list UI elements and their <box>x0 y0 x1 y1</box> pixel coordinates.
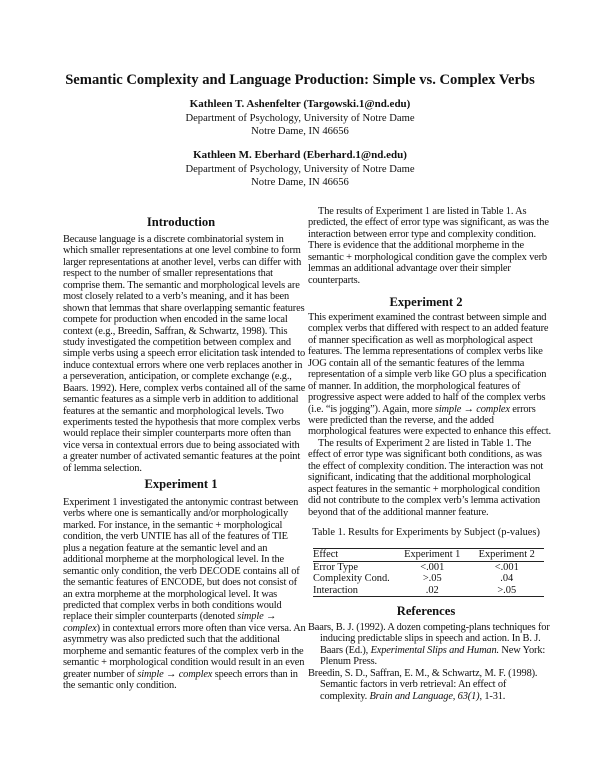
text-line: interaction between error type and complexity condition. <box>308 228 536 240</box>
author-affiliation: Department of Psychology, University of Notre Dame <box>185 112 415 124</box>
table-row <box>313 585 544 597</box>
table-cell: >.05 <box>422 573 442 584</box>
heading-experiment-2: Experiment 2 <box>389 295 463 309</box>
reference-line: Breedin, S. D., Saffran, E. M., & Schwartz, M. F. (1998). <box>308 667 538 679</box>
text-line: semantic features as a simple verb in addition to additional <box>63 394 299 406</box>
text-line: progressive aspect were added to half of the complex verbs <box>308 392 546 404</box>
text-line: marked. For instance, in the semantic + morphological <box>63 519 283 531</box>
text-line: were predicted than the reverse, and the added <box>308 414 494 426</box>
text-line: predicted, the effect of error type was significant, as was the <box>308 217 549 229</box>
text-line: asymmetry was also predicted such that the additional <box>63 634 280 646</box>
text-line: additional morpheme at the morphological level. In the <box>63 554 285 566</box>
text-line: lemmas an additional advantage over their simpler <box>308 263 511 275</box>
table-row <box>313 573 544 585</box>
text-line: replace their simpler counterparts (denoted simple → <box>63 611 277 623</box>
reference-list <box>308 622 550 702</box>
table-header-row <box>313 549 544 562</box>
text-line: comprise them. The semantic and morphological levels are <box>63 279 300 291</box>
text-line: the semantic only condition. <box>63 680 177 691</box>
author-name: Kathleen T. Ashenfelter (Targowski.1@nd.edu) <box>189 98 411 110</box>
text-line: the effect of complexity condition. The interaction was not <box>308 460 544 472</box>
table-cell: >.05 <box>497 584 517 596</box>
paper-title: Semantic Complexity and Language Production: Simple vs. Complex Verbs <box>65 72 535 88</box>
text-line: significant, indicating that the additional morphological <box>308 472 531 484</box>
experiment-2-body <box>308 312 551 438</box>
text-line: vice versa in contextual errors due to being associated with <box>63 439 300 451</box>
reference-line: Plenum Press. <box>320 656 377 668</box>
text-line: shown that lemmas that share overlapping semantic features <box>63 302 305 314</box>
text-line: simple verbs using a speech error elicitation task intended to <box>63 348 306 360</box>
text-line: complex) in contextual errors more often than vice versa. An <box>63 622 306 634</box>
text-line: effect of error type was significant both conditions, as was <box>308 449 542 461</box>
text-line: experiments tested the hypothesis that more complex verbs <box>63 417 301 428</box>
text-line: a perseveration, anticipation, or complete exchange (e.g., <box>63 371 292 383</box>
text-line: compete for production when encoded in the same local <box>63 314 288 326</box>
text-line: The results of Experiment 1 are listed in Table 1. As <box>318 206 527 217</box>
reference-line: complexity. Brain and Language, 63(1), 1-31. <box>320 690 506 702</box>
experiment-2-results <box>308 438 543 518</box>
reference-line: Semantic factors in verb retrieval: An effect of <box>320 679 507 691</box>
text-line: larger representations at another level, verbs can differ with <box>63 256 302 268</box>
text-line: did not contribute to the complex verb’s lemma activation <box>308 495 541 507</box>
text-line: a greater number of activated semantic features at the point <box>63 451 301 463</box>
text-line: JOG contain all of the semantic features of the lemma <box>308 357 525 369</box>
text-line: predicted that complex verbs in both conditions would <box>63 599 282 611</box>
text-line: representation of a simple verb like GO plus a specification <box>308 369 547 381</box>
text-line: counterparts. <box>308 274 361 286</box>
text-line: verbs where one is semantically and/or morphologically <box>63 508 289 520</box>
author-block-1 <box>0 98 600 139</box>
text-line: features. The lemma representations of complex verbs like <box>308 346 543 358</box>
text-line: most closely related to a verb’s meaning, and it has been <box>63 291 290 303</box>
text-line: an extra morpheme at the morphological level. It was <box>63 588 278 600</box>
text-line: greater number of simple → complex speech errors than in <box>63 668 298 680</box>
text-line: beyond that of the additional manner feature. <box>308 506 489 518</box>
text-line: There is evidence that the additional morpheme in the <box>308 240 524 252</box>
heading-introduction: Introduction <box>146 215 216 229</box>
text-line: Experiment 1 investigated the antonymic contrast between <box>63 497 299 508</box>
text-line: semantic + morphological condition gave the complex verb <box>308 251 547 263</box>
heading-references: References <box>396 604 456 618</box>
text-line: semantic + morphological condition would result in an even <box>63 657 305 669</box>
text-line: the semantic features of ENCODE, but does not consist of <box>63 577 297 589</box>
heading-experiment-1: Experiment 1 <box>144 477 218 491</box>
author-block-2 <box>0 149 600 190</box>
results-table <box>313 548 544 597</box>
author-address: Notre Dame, IN 46656 <box>251 177 349 188</box>
text-line: which smaller representations at one level combine to form <box>63 245 301 257</box>
reference-line: Baars, B. J. (1992). A dozen competing-plans techniques for <box>308 622 550 633</box>
text-line: of manner. In addition, the morphological features of <box>308 380 521 392</box>
text-line: would replace their simpler counterparts more often than <box>63 428 291 440</box>
author-affiliation: Department of Psychology, University of Notre Dame <box>185 163 415 175</box>
author-name: Kathleen M. Eberhard (Eberhard.1@nd.edu) <box>193 149 407 161</box>
author-address: Notre Dame, IN 46656 <box>251 126 349 137</box>
text-line: Because language is a discrete combinatorial system in <box>63 234 284 245</box>
text-line: morpheme and semantic features of the complex verb in the <box>63 645 304 657</box>
table-header: Experiment 1 <box>404 549 461 560</box>
text-line: semantic only condition, the verb DECODE contains all of <box>63 565 300 577</box>
text-line: induce contextual errors where one verb replaces another in <box>63 359 303 371</box>
reference-line: inducing predictable slips in speech and action. In B. J. <box>320 633 541 645</box>
text-line: aspect features in the semantic + morphological condition <box>308 483 540 495</box>
text-line: respect to the number of smaller representations that <box>63 268 273 280</box>
table-cell: Complexity Cond. <box>313 573 390 584</box>
table-cell: Interaction <box>313 584 359 596</box>
table-cell: <.001 <box>420 561 445 573</box>
text-line: study investigated the competition between complex and <box>63 336 291 348</box>
table-header: Experiment 2 <box>478 549 535 560</box>
text-line: complex verbs that differed with respect to an added feature <box>308 323 549 335</box>
text-line: of manner specification as well as morphological aspect <box>308 334 533 346</box>
text-line: plus a negation feature at the semantic level and an <box>63 542 268 554</box>
text-line: (i.e. “is jogging”). Again, more simple → complex errors <box>308 403 536 415</box>
text-line: This experiment examined the contrast between simple and <box>308 312 547 323</box>
table-cell: .04 <box>500 573 514 584</box>
experiment-1-results <box>308 206 549 286</box>
table-cell: <.001 <box>494 561 519 573</box>
text-line: features at the semantic and morphological levels. Two <box>63 405 284 417</box>
text-line: Baars. 1992). Here, complex verbs contained all of the same <box>63 382 306 394</box>
table-header: Effect <box>313 549 339 560</box>
table-cell: Error Type <box>313 561 358 573</box>
table-caption: Table 1. Results for Experiments by Subject (p-values) <box>312 527 540 538</box>
reference-entry <box>308 622 550 668</box>
table-row <box>313 561 544 573</box>
table-cell: .02 <box>425 584 439 596</box>
text-line: morphological features were expected to enhance this effect. <box>308 426 551 438</box>
introduction-body <box>63 234 305 474</box>
text-line: condition, the verb UNTIE has all of the features of TIE <box>63 531 288 543</box>
text-line: of lemma selection. <box>63 462 142 474</box>
text-line: The results of Experiment 2 are listed in Table 1. The <box>318 438 532 449</box>
experiment-1-body <box>63 497 306 691</box>
reference-line: Baars (Ed.), Experimental Slips and Human. New York: <box>320 644 546 656</box>
reference-entry <box>308 668 550 702</box>
text-line: context (e.g., Breedin, Saffran, & Schwartz, 1998). This <box>63 325 288 337</box>
